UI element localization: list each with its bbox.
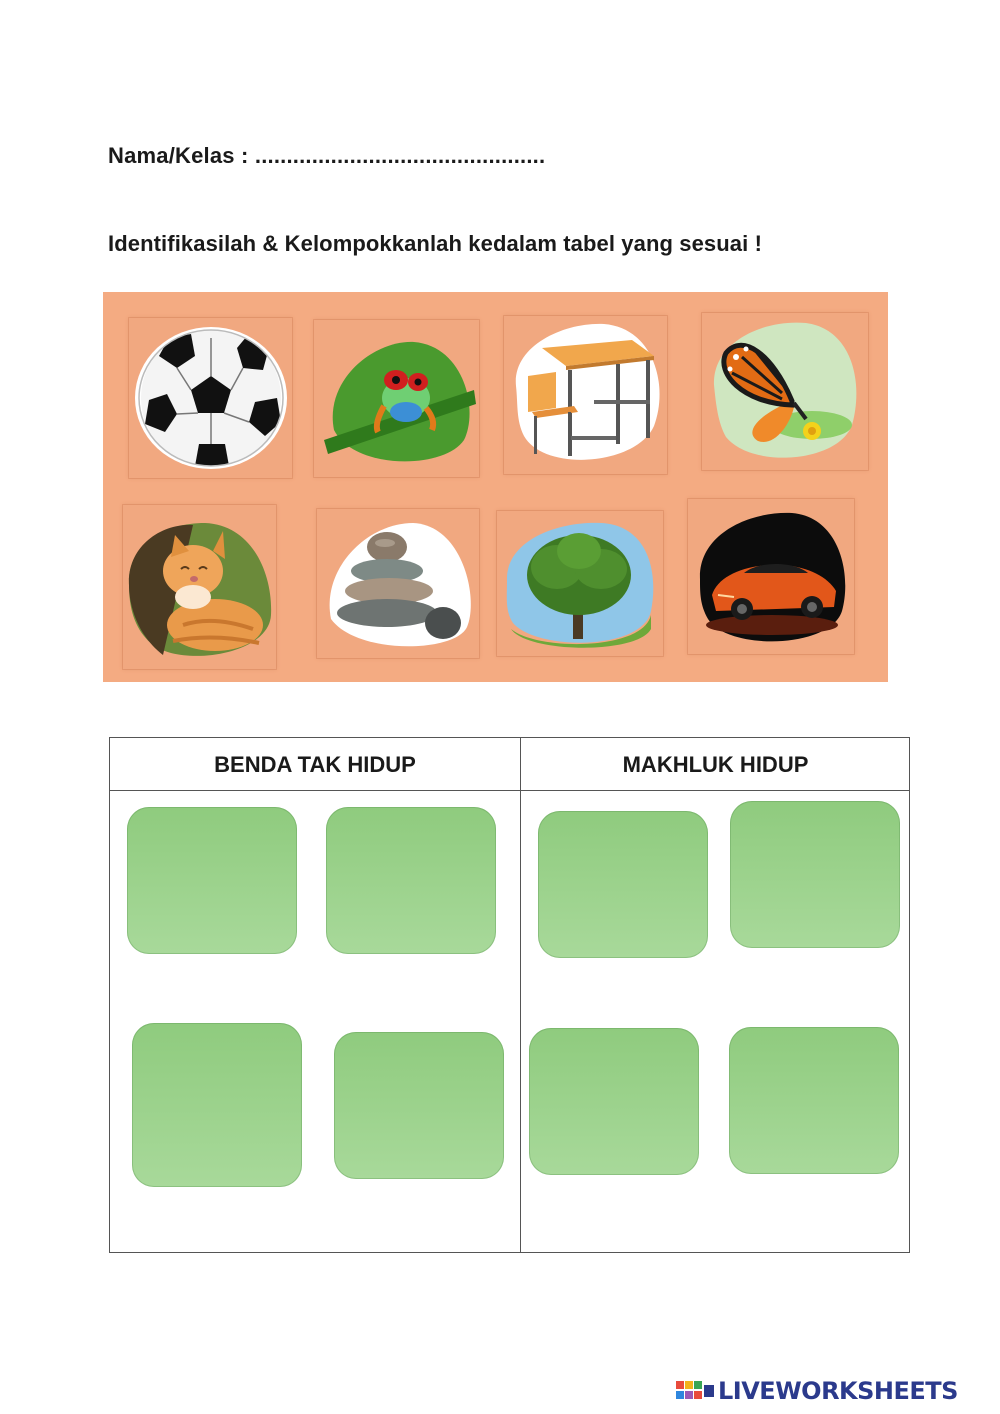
sports-car-icon	[688, 499, 854, 654]
butterfly-icon	[702, 313, 868, 470]
sorting-table	[109, 737, 910, 1253]
drop-zone-living-2[interactable]	[730, 801, 900, 948]
soccer-ball-icon	[129, 318, 292, 478]
draggable-card-cat[interactable]	[123, 505, 276, 669]
liveworksheets-logo-text: LIVEWORKSHEETS	[718, 1377, 958, 1405]
liveworksheets-logo	[676, 1378, 958, 1404]
name-class-line: Nama/Kelas : ..............................................	[108, 143, 546, 168]
drop-zone-living-3[interactable]	[529, 1028, 699, 1175]
stacked-stones-icon	[317, 509, 479, 658]
liveworksheets-logo-icon	[676, 1379, 716, 1403]
tree-icon	[497, 511, 663, 656]
draggable-card-desk[interactable]	[504, 316, 667, 474]
column-header-living: MAKHLUK HIDUP	[622, 752, 809, 777]
frog-icon	[314, 320, 479, 477]
draggable-card-frog[interactable]	[314, 320, 479, 477]
draggable-card-car[interactable]	[688, 499, 854, 654]
drop-zone-non-living-3[interactable]	[132, 1023, 302, 1187]
drop-zone-non-living-4[interactable]	[334, 1032, 504, 1179]
drop-zone-living-4[interactable]	[729, 1027, 899, 1174]
table-header-row	[110, 738, 909, 791]
drop-zone-non-living-1[interactable]	[127, 807, 297, 954]
draggable-card-stones[interactable]	[317, 509, 479, 658]
drop-zone-living-1[interactable]	[538, 811, 708, 958]
cat-icon	[123, 505, 276, 669]
draggable-card-butterfly[interactable]	[702, 313, 868, 470]
school-desk-icon	[504, 316, 667, 474]
draggable-card-soccer-ball[interactable]	[129, 318, 292, 478]
column-divider	[520, 738, 521, 1252]
instruction-text: Identifikasilah & Kelompokkanlah kedalam tabel yang sesuai !	[108, 231, 762, 256]
draggable-card-tree[interactable]	[497, 511, 663, 656]
picture-panel	[103, 292, 888, 682]
drop-zone-non-living-2[interactable]	[326, 807, 496, 954]
column-header-non-living: BENDA TAK HIDUP	[214, 752, 416, 777]
